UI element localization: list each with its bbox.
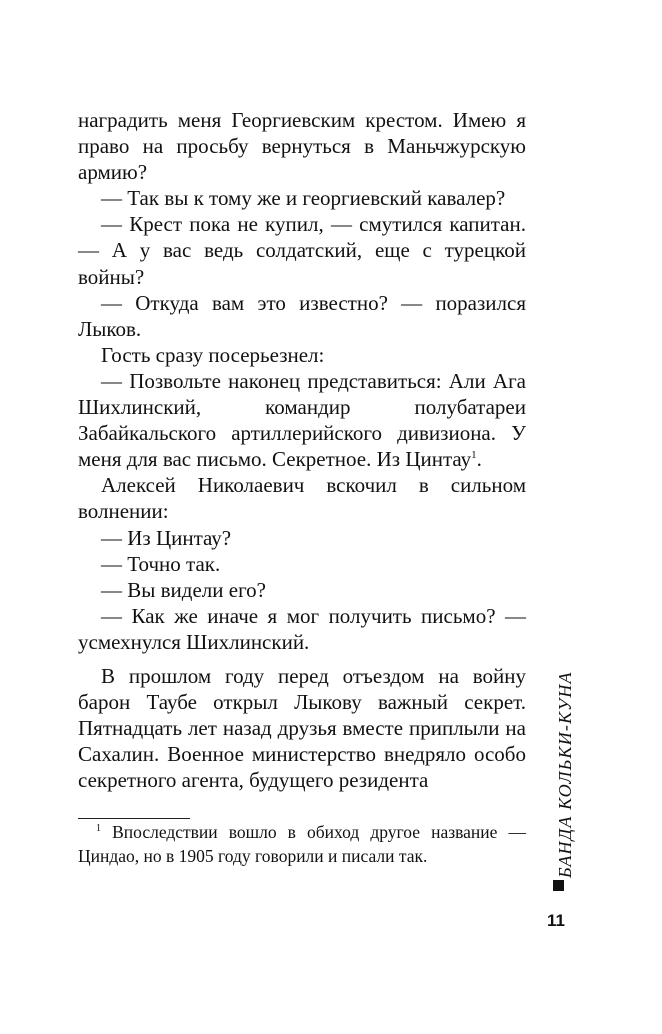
page-number: 11 (547, 911, 565, 930)
square-marker-icon (553, 880, 564, 891)
dialogue-text: — Позвольте наконец представиться: Али Ага Шихлинский, командир полубатареи Забайкальского артиллерийского дивизиона. У меня для вас письмо. Секретное. Из Цинтау (78, 368, 526, 472)
dialogue-line: — Откуда вам это известно? — поразился Лыков. (78, 290, 526, 341)
paragraph: В прошлом году перед отъездом на войну барон Таубе открыл Лыкову важный секрет. Пятнадцать лет назад друзья вместе приплыли на Сахалин. Военное министерство внедряло особо секретного агента, будущего резидента (78, 663, 526, 793)
paragraph: Гость сразу посерьезнел: (101, 342, 325, 367)
footnote-marker: 1 (96, 823, 101, 834)
dialogue-line: — Крест пока не купил, — смутился капитан. — А у вас ведь солдатский, еще с турецкой войны? (78, 212, 526, 289)
footnote (78, 821, 526, 868)
dialogue-tail: . (476, 447, 482, 472)
dialogue-line: — Точно так. (101, 551, 221, 576)
dialogue-line: — Так вы к тому же и георгиевский кавалер? (101, 186, 506, 211)
dialogue-line: — Вы видели его? (101, 577, 266, 602)
running-title: БАНДА КОЛЬКИ-КУНА (555, 671, 575, 878)
dialogue-line: — Как же иначе я мог получить письмо? — усмехнулся Шихлинский. (78, 603, 526, 654)
footnote-reference[interactable]: 1 (471, 449, 477, 462)
footnote-text: Впоследствии вошло в обиход другое название — Циндао, но в 1905 году говорили и писали так. (78, 822, 527, 866)
dialogue-line (78, 368, 526, 472)
paragraph: наградить меня Георгиевским крестом. Имею я право на просьбу вернуться в Маньчжурскую армию? (78, 108, 526, 185)
paragraph: Алексей Николаевич вскочил в сильном волнении: (78, 473, 526, 524)
main-text (78, 107, 526, 793)
footnote-divider (78, 818, 190, 819)
dialogue-line: — Из Цинтау? (101, 525, 232, 550)
